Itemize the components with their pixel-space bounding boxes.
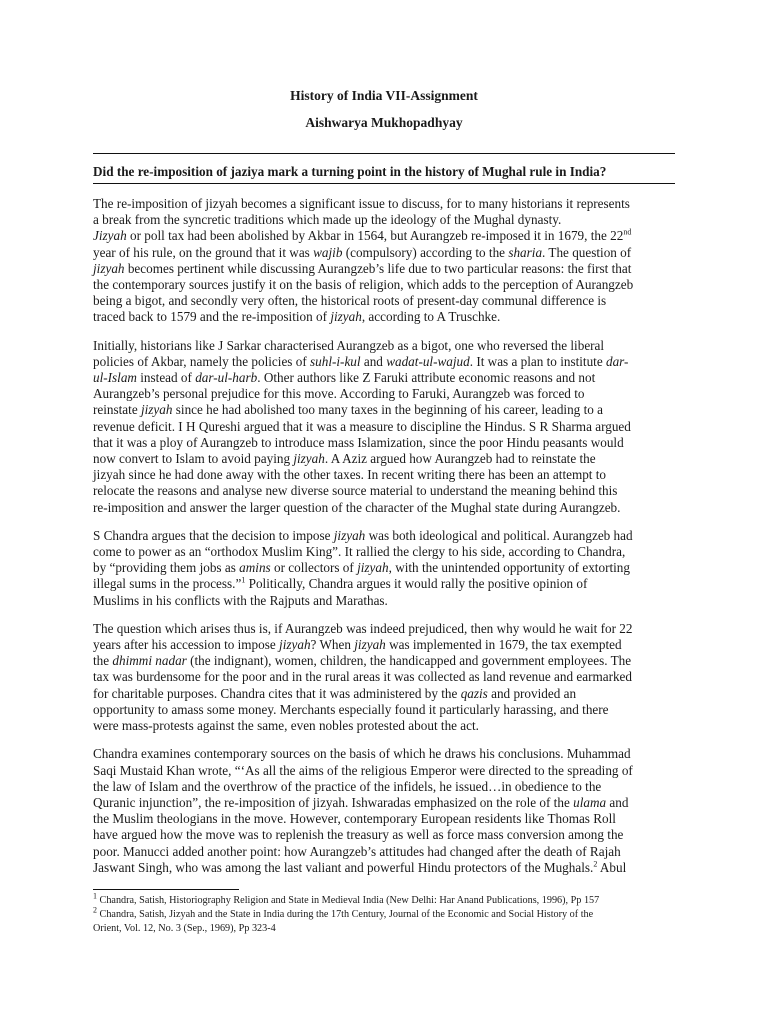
paragraph-line: for charitable purposes. Chandra cites that it was administered by the qazis and provided an xyxy=(93,685,577,701)
paragraph-line: jizyah becomes pertinent while discussing Aurangzeb’s life due to two particular reasons: the first that xyxy=(93,260,632,276)
divider-bottom xyxy=(93,183,675,184)
paragraph-line: Quranic injunction”, the re-imposition of jizyah. Ishwaradas emphasized on the role of the ulama and xyxy=(93,794,629,810)
paragraph-line: poor. Manucci added another point: how Aurangzeb’s attitudes had changed after the death of Rajah xyxy=(93,843,621,859)
footnote-divider xyxy=(93,889,239,890)
paragraph-line: Muslims in his conflicts with the Rajputs and Marathas. xyxy=(93,592,388,608)
paragraph-line: S Chandra argues that the decision to impose jizyah was both ideological and political. Aurangzeb had xyxy=(93,527,633,543)
paragraph-line: Jaswant Singh, who was among the last valiant and powerful Hindu protectors of the Mughals.$^2$ Abul xyxy=(93,859,627,875)
paragraph-line: years after his accession to impose jizyah? When jizyah was implemented in 1679, the tax exempted xyxy=(93,637,622,653)
paragraph-line: Jizyah or poll tax had been abolished by Akbar in 1564, but Aurangzeb re-imposed it in 1679, the 22nd xyxy=(93,228,632,244)
author-name: Aishwarya Mukhopadhyay xyxy=(305,115,463,130)
footnotes xyxy=(93,891,675,936)
paragraph-line: relocate the reasons and analyse new diverse source material to understand the meaning behind this xyxy=(93,483,618,499)
paragraph-line: the contemporary sources justify it on the basis of religion, which adds to the perception of Aurangzeb xyxy=(93,277,634,293)
paragraph-line: have argued how the move was to replenish the treasury as well as force mass conversion among the xyxy=(93,827,624,843)
paragraph-line: were mass-protests against the same, even nobles protested about the act. xyxy=(93,718,479,734)
paragraph xyxy=(93,528,675,609)
paragraph-line: a break from the syncretic traditions which made up the ideology of the Mughal dynasty. xyxy=(93,212,562,228)
paragraph-line: policies of Akbar, namely the policies of suhl-i-kul and wadat-ul-wajud. It was a plan to institute dar- xyxy=(93,353,629,369)
paragraph-line: tax was burdensome for the poor and in the rural areas it was collected as land revenue and earmarked xyxy=(93,669,633,685)
paragraph-line: by “providing them jobs as amins or collectors of jizyah, with the unintended opportunity of extorting xyxy=(93,560,630,576)
footnote: $^1$ Chandra, Satish, Historiography Religion and State in Medieval India (New Delhi: Har Anand Publications, 1996), Pp 157 xyxy=(93,891,600,906)
paragraph-line: revenue deficit. I H Qureshi argued that it was a measure to discipline the Hindus. S R Sharma argued xyxy=(93,418,631,434)
paragraph-line: the law of Islam and the overthrow of the practice of the infidels, he issued…in obedience to the xyxy=(93,778,602,794)
paragraph xyxy=(93,338,675,516)
paragraph-line: jizyah since he had done away with the other taxes. In recent writing there has been an attempt to xyxy=(93,467,607,483)
paragraph xyxy=(93,621,675,734)
paragraph-line: that it was a ploy of Aurangzeb to introduce mass Islamization, since the poor Hindu peasants would xyxy=(93,434,624,450)
paragraph-line: Aurangzeb’s personal prejudice for this move. According to Faruki, Aurangzeb was forced to xyxy=(93,386,585,402)
paragraph-line: opportunity to amass some money. Merchants especially found it particularly harassing, and there xyxy=(93,701,609,717)
paragraph-line: the Muslim theologians in the move. However, contemporary European residents like Thomas Roll xyxy=(93,811,616,827)
paragraph-line: Initially, historians like J Sarkar characterised Aurangzeb as a bigot, one who reversed the liberal xyxy=(93,337,605,353)
paragraph-line: ul-Islam instead of dar-ul-harb. Other authors like Z Faruki attribute economic reasons and not xyxy=(93,370,596,386)
paragraph-line: Saqi Mustaid Khan wrote, “‘As all the aims of the religious Emperor were directed to the spreading of xyxy=(93,762,633,778)
paragraph-line: the dhimmi nadar (the indignant), women, children, the handicapped and government employees. The xyxy=(93,653,632,669)
essay-body xyxy=(93,196,675,888)
paragraph-line: now convert to Islam to avoid paying jizyah. A Aziz argued how Aurangzeb had to reinstate the xyxy=(93,451,596,467)
paragraph-line: traced back to 1579 and the re-imposition of jizyah, according to A Truschke. xyxy=(93,309,501,325)
paragraph-line: The question which arises thus is, if Aurangzeb was indeed prejudiced, then why would he wait for 22 xyxy=(93,620,633,636)
paragraph xyxy=(93,746,675,876)
paragraph-line: re-imposition and answer the larger question of the character of the Mughal state during Aurangzeb. xyxy=(93,499,621,515)
footnote: $^2$ Chandra, Satish, Jizyah and the State in India during the 17th Century, Journal of the Economic and Social History of the xyxy=(93,905,594,920)
assignment-question: Did the re-imposition of jaziya mark a turning point in the history of Mughal rule in India? xyxy=(93,164,607,179)
paragraph-line: Chandra examines contemporary sources on the basis of which he draws his conclusions. Muhammad xyxy=(93,746,631,762)
paragraph-line: come to power as an “orthodox Muslim King”. It rallied the clergy to his side, according to Chandra, xyxy=(93,544,626,560)
paragraph-line: year of his rule, on the ground that it was wajib (compulsory) according to the sharia. The question of xyxy=(93,244,632,260)
paragraph-line: The re-imposition of jizyah becomes a significant issue to discuss, for to many historians it represents xyxy=(93,196,630,211)
document-title: History of India VII-Assignment xyxy=(290,88,478,103)
paragraph-line: being a bigot, and secondly very often, the historical roots of present-day communal difference is xyxy=(93,293,607,309)
divider-top xyxy=(93,153,675,154)
paragraph-line: reinstate jizyah since he had abolished too many taxes in the beginning of his career, leading to a xyxy=(93,402,603,418)
paragraph-line: illegal sums in the process.”$^1$ Politically, Chandra argues it would rally the positive opinion of xyxy=(93,576,588,592)
paragraph xyxy=(93,196,675,326)
footnote: Orient, Vol. 12, No. 3 (Sep., 1969), Pp 323-4 xyxy=(93,923,276,934)
